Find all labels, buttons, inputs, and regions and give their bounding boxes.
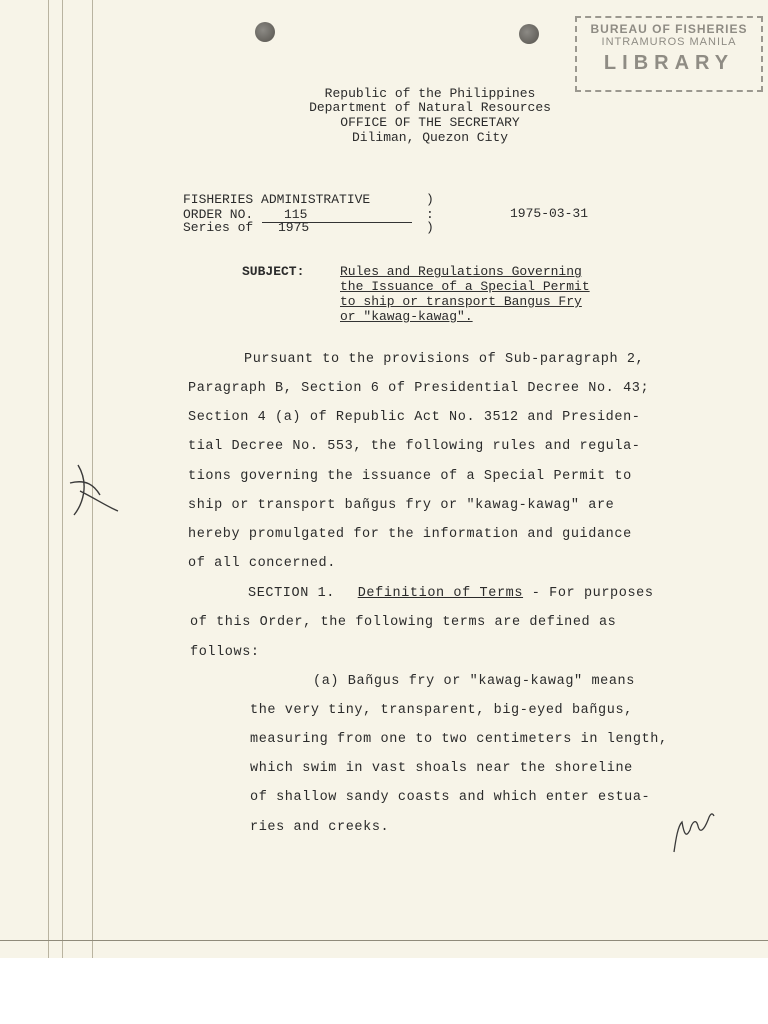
- header-republic: Republic of the Philippines: [324, 86, 536, 101]
- section-intro-rest: - For purposes: [523, 586, 654, 601]
- series-year: 1975: [278, 220, 310, 235]
- definition-line: the very tiny, transparent, big-eyed bañgus,: [250, 703, 633, 718]
- subject-line: to ship or transport Bangus Fry: [340, 294, 582, 309]
- section-title: Definition of Terms: [357, 586, 524, 601]
- stamp-line: INTRAMUROS MANILA: [601, 36, 737, 48]
- order-brace: ): [426, 192, 434, 207]
- order-number-label: ORDER NO.: [183, 207, 254, 222]
- section-number: SECTION 1.: [248, 586, 336, 601]
- header-department: Department of Natural Resources: [309, 100, 551, 115]
- order-title: FISHERIES ADMINISTRATIVE: [183, 192, 371, 207]
- handwritten-initial: [60, 455, 130, 525]
- preamble-line: Section 4 (a) of Republic Act No. 3512 and Presiden-: [188, 410, 641, 425]
- order-date: 1975-03-31: [510, 206, 589, 221]
- subject-line: the Issuance of a Special Permit: [340, 279, 590, 294]
- header-office: OFFICE OF THE SECRETARY: [340, 115, 520, 130]
- definition-line: (a) Bañgus fry or "kawag-kawag" means: [313, 674, 635, 689]
- section-line: of this Order, the following terms are defined as: [190, 615, 617, 630]
- subject-line: or "kawag-kawag".: [340, 309, 473, 324]
- preamble-line: ship or transport bañgus fry or "kawag-kawag" are: [188, 498, 615, 513]
- preamble-line: Pursuant to the provisions of Sub-paragraph 2,: [244, 352, 645, 367]
- punch-hole: [519, 24, 539, 44]
- preamble-line: hereby promulgated for the information and guidance: [188, 527, 632, 542]
- margin-rule: [48, 0, 49, 958]
- definition-line: ries and creeks.: [250, 820, 390, 835]
- handwritten-initial: [668, 800, 718, 860]
- library-stamp: [575, 16, 763, 92]
- definition-line: measuring from one to two centimeters in length,: [250, 732, 668, 747]
- preamble-line: tions governing the issuance of a Special Permit to: [188, 469, 632, 484]
- preamble-line: Paragraph B, Section 6 of Presidential Decree No. 43;: [188, 381, 650, 396]
- bottom-rule: [0, 940, 768, 941]
- subject-label: SUBJECT:: [242, 264, 305, 279]
- order-number: 115: [284, 207, 308, 222]
- subject-line: Rules and Regulations Governing: [340, 264, 582, 279]
- section-line: follows:: [190, 645, 260, 660]
- definition-line: of shallow sandy coasts and which enter estua-: [250, 790, 651, 805]
- punch-hole: [255, 22, 275, 42]
- preamble-line: tial Decree No. 553, the following rules and regula-: [188, 439, 641, 454]
- order-brace: :: [426, 207, 434, 222]
- stamp-line: BUREAU OF FISHERIES: [590, 22, 748, 36]
- section-1-heading: [248, 586, 654, 601]
- definition-line: which swim in vast shoals near the shoreline: [250, 761, 633, 776]
- preamble-line: of all concerned.: [188, 556, 336, 571]
- subject-text: [340, 264, 660, 324]
- series-label: Series of: [183, 220, 254, 235]
- header-address: Diliman, Quezon City: [351, 130, 509, 145]
- order-brace: ): [426, 220, 434, 235]
- stamp-line: LIBRARY: [603, 52, 735, 74]
